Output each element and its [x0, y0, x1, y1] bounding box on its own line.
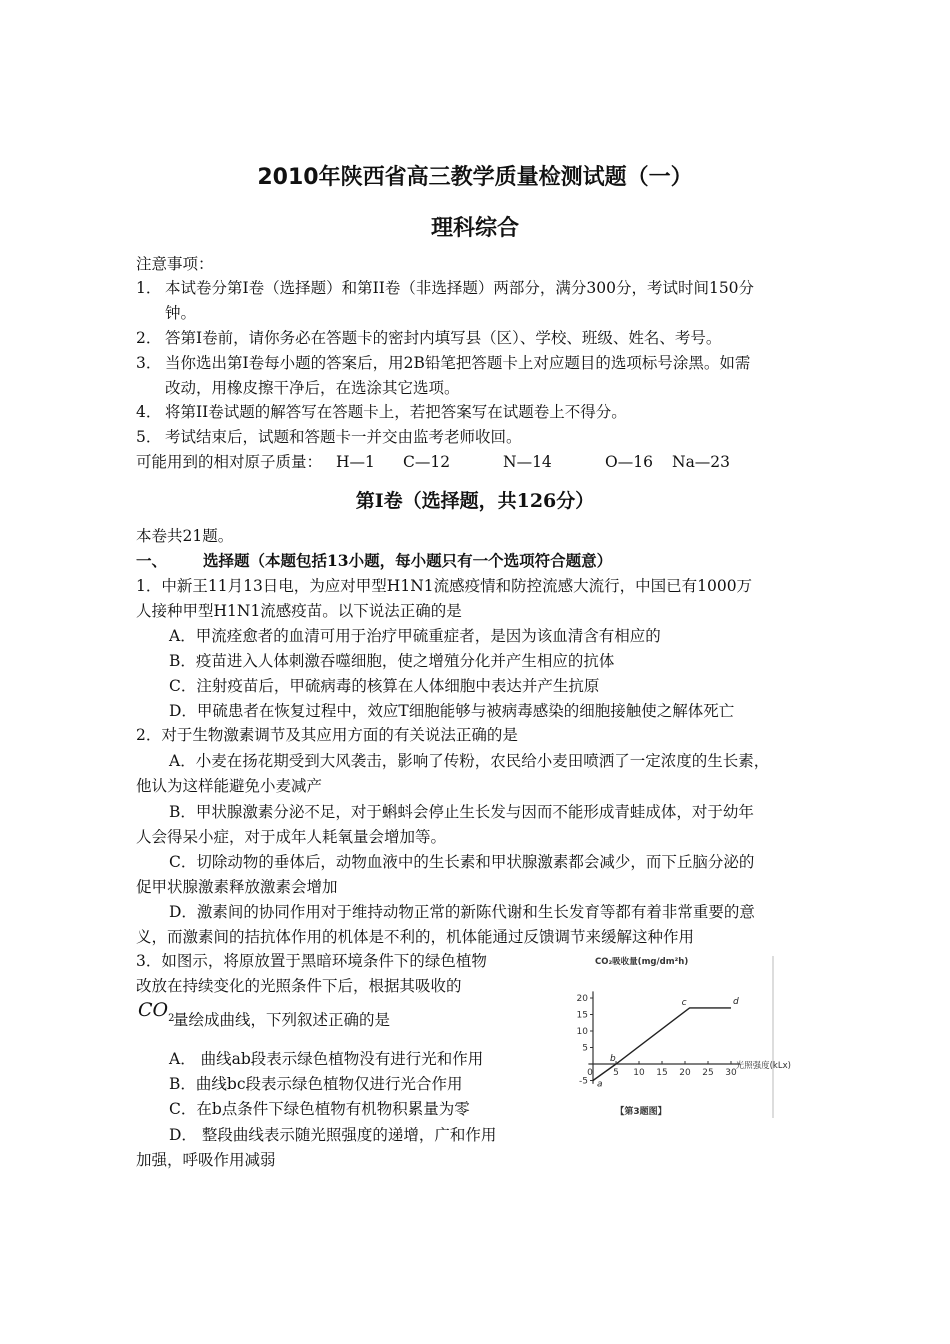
atomic-mass-c: C—12 [403, 453, 451, 471]
x-tick-label: 0 [587, 1068, 593, 1078]
q1-stem: 1．中新王11月13日电，为应对甲型H1N1流感疫情和防控流感大流行，中国已有1000万 [136, 577, 753, 595]
q3-figure [563, 952, 791, 1122]
atomic-mass-o: O—16 [605, 453, 653, 471]
q2-stem: 2．对于生物激素调节及其应用方面的有关说法正确的是 [136, 726, 518, 744]
notice-heading: 注意事项： [136, 255, 214, 273]
notice-item-line: 答第I卷前，请你务必在答题卡的密封内填写县（区）、学校、班级、姓名、考号。 [165, 329, 722, 347]
atomic-mass-n: N—14 [503, 453, 552, 471]
q1-option-c: C．注射疫苗后，甲硫病毒的核算在人体细胞中表达并产生抗原 [169, 677, 600, 695]
q3-stem: 改放在持续变化的光照条件下后，根据其吸收的 [136, 977, 462, 995]
q3-option-d-cont: 加强，呼吸作用减弱 [136, 1151, 276, 1169]
x-tick-label: 5 [613, 1068, 619, 1078]
x-tick-label: 30 [725, 1068, 737, 1078]
q1-option-d: D．甲硫患者在恢复过程中，效应T细胞能够与被病毒感染的细胞接触使之解体死亡 [169, 702, 735, 720]
q3-option-d: D． 整段曲线表示随光照强度的递增，广和作用 [169, 1126, 497, 1144]
x-tick-label: 10 [633, 1068, 645, 1078]
atomic-mass-label: 可能用到的相对原子质量： [136, 453, 323, 471]
q2-option-b-cont: 人会得呆小症，对于成年人耗氧量会增加等。 [136, 828, 447, 846]
point-label: b [610, 1054, 616, 1064]
q2-option-b: B．甲状腺激素分泌不足，对于蝌蚪会停止生长发与因而不能形成青蛙成体，对于幼年 [169, 803, 754, 821]
page-subtitle: 理科综合 [430, 216, 519, 241]
part-title: 选择题（本题包括13小题，每小题只有一个选项符合题意） [203, 551, 613, 570]
q2-option-c: C．切除动物的垂体后，动物血液中的生长素和甲状腺激素都会减少，而下丘脑分泌的 [169, 853, 755, 871]
section-title: 第I卷（选择题，共126分） [355, 490, 595, 512]
q2-option-d: D．激素间的协同作用对于维持动物正常的新陈代谢和生长发育等都有着非常重要的意 [169, 903, 755, 921]
q1-option-a: A．甲流痊愈者的血清可用于治疗甲硫重症者，是因为该血清含有相应的 [169, 627, 661, 645]
atomic-mass-na: Na—23 [672, 453, 731, 471]
atomic-mass-h: H—1 [336, 453, 375, 471]
y-tick-label: 15 [576, 1010, 588, 1021]
q3-option-b: B．曲线bc段表示绿色植物仅进行光合作用 [169, 1075, 463, 1093]
x-axis-title: 光照强度(kLx) [735, 1061, 791, 1071]
notice-item-num: 1． [136, 279, 162, 297]
q2-option-d-cont: 义，而激素间的拮抗体作用的机体是不利的，机体能通过反馈调节来缓解这种作用 [136, 928, 695, 946]
q1-stem: 人接种甲型H1N1流感疫苗。以下说法正确的是 [136, 602, 462, 620]
notice-item-line: 本试卷分第I卷（选择题）和第II卷（非选择题）两部分，满分300分，考试时间150分 [165, 279, 755, 297]
point-label: c [681, 997, 687, 1008]
q3-stem: 3．如图示，将原放置于黑暗环境条件下的绿色植物 [136, 952, 487, 970]
co2-formula [138, 999, 175, 1024]
q2-option-c-cont: 促甲状腺激素释放激素会增加 [136, 878, 338, 896]
q1-option-b: B．疫苗进入人体刺激吞噬细胞，使之增殖分化并产生相应的抗体 [169, 652, 615, 670]
notice-item-line: 当你选出第I卷每小题的答案后，用2B铅笔把答题卡上对应题目的选项标号涂黑。如需 [165, 354, 751, 372]
x-tick-label: 20 [679, 1068, 691, 1078]
y-tick-label: -5 [579, 1076, 588, 1087]
co2-subscript: 2 [168, 1012, 175, 1024]
page-title: 2010年陕西省高三教学质量检测试题（一） [257, 165, 693, 190]
co2-main: CO [138, 999, 169, 1021]
q2-option-a-cont: 他认为这样能避免小麦减产 [136, 777, 323, 795]
notice-item-num: 4． [136, 403, 162, 421]
q3-stem-end: 量绘成曲线，下列叙述正确的是 [173, 1011, 391, 1029]
point-label: a [597, 1079, 603, 1090]
notice-item-line: 改动，用橡皮擦干净后，在选涂其它选项。 [165, 379, 460, 397]
notice-item-line: 将第II卷试题的解答写在答题卡上，若把答案写在试题卷上不得分。 [165, 403, 627, 421]
co2-chart [563, 952, 791, 1122]
point-label: d [733, 996, 739, 1007]
chart-layer [577, 956, 791, 1117]
notice-item-num: 5． [136, 428, 162, 446]
notice-item-num: 2． [136, 329, 162, 347]
y-axis-title: CO₂吸收量(mg/dm²h) [595, 957, 689, 967]
notice-item-num: 3． [136, 354, 162, 372]
q3-option-c: C．在b点条件下绿色植物有机物积累量为零 [169, 1100, 470, 1118]
q3-option-a: A． 曲线ab段表示绿色植物没有进行光和作用 [169, 1050, 484, 1068]
notice-item-line: 考试结束后，试题和答题卡一并交由监考老师收回。 [165, 428, 522, 446]
figure-caption: 【第3题图】 [615, 1107, 667, 1117]
part-number: 一、 [136, 551, 168, 570]
q2-option-a: A．小麦在扬花期受到大风袭击，影响了传粉，农民给小麦田喷洒了一定浓度的生长素， [169, 752, 770, 770]
y-tick-label: 10 [576, 1027, 588, 1037]
section-intro: 本卷共21题。 [136, 527, 234, 545]
y-tick-label: 20 [576, 994, 588, 1004]
notice-item-line: 钟。 [165, 304, 197, 322]
x-tick-label: 25 [702, 1068, 714, 1078]
x-tick-label: 15 [656, 1068, 668, 1078]
y-tick-label: 5 [582, 1043, 588, 1054]
